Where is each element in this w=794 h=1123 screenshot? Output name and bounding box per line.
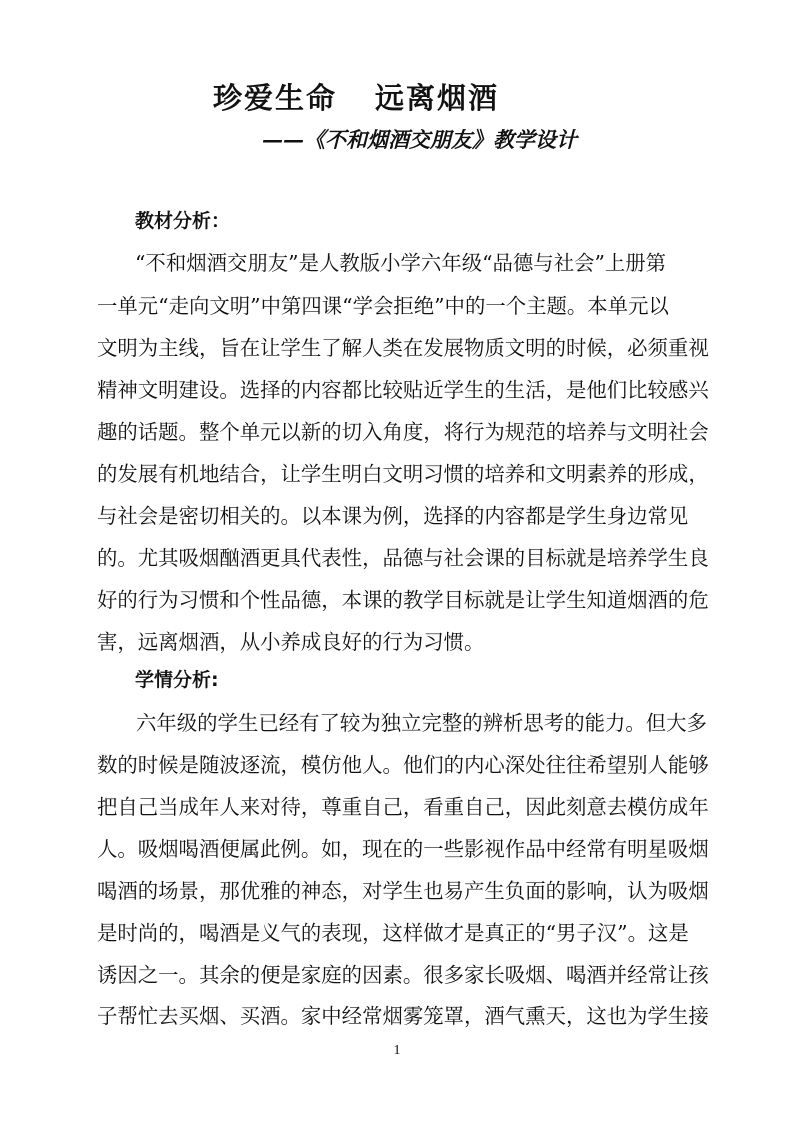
paragraph-line: 喝酒的场景，那优雅的神态，对学生也易产生负面的影响，认为吸烟	[97, 879, 709, 903]
title-part-1: 珍爱生命	[213, 81, 338, 115]
paragraph-line: 是时尚的，喝酒是义气的表现，这样做才是真正的“男子汉”。这是	[97, 921, 689, 945]
paragraph-line: 子帮忙去买烟、买酒。家中经常烟雾笼罩，酒气熏天，这也为学生接	[97, 1004, 709, 1028]
title-part-2: 远离烟酒	[375, 81, 500, 115]
paragraph-line: 的。尤其吸烟酗酒更具代表性，品德与社会课的目标就是培养学生良	[97, 546, 709, 570]
document-title	[213, 76, 499, 117]
paragraph-line: 诱因之一。其余的便是家庭的因素。很多家长吸烟、喝酒并经常让孩	[97, 963, 709, 987]
paragraph-line: 六年级的学生已经有了较为独立完整的辨析思考的能力。但大多	[136, 711, 707, 735]
paragraph-line: 把自己当成年人来对待，尊重自己，看重自己，因此刻意去模仿成年	[97, 795, 709, 819]
paragraph-line: 数的时候是随波逐流，模仿他人。他们的内心深处往往希望别人能够	[97, 753, 709, 777]
page-number: 1	[393, 1043, 401, 1058]
paragraph-line: 一单元“走向文明”中第四课“学会拒绝”中的一个主题。本单元以	[97, 294, 669, 318]
document-subtitle: ——《不和烟酒交朋友》教学设计	[262, 127, 577, 152]
paragraph-line: “不和烟酒交朋友”是人教版小学六年级“品德与社会”上册第	[135, 251, 667, 275]
section-heading-student-analysis: 学情分析:	[135, 669, 219, 691]
paragraph-line: 的发展有机地结合，让学生明白文明习惯的培养和文明素养的形成，	[97, 462, 709, 486]
section-heading-textbook-analysis: 教材分析：	[135, 210, 231, 232]
paragraph-line: 趣的话题。整个单元以新的切入角度，将行为规范的培养与文明社会	[97, 420, 709, 444]
paragraph-line: 精神文明建设。选择的内容都比较贴近学生的生活，是他们比较感兴	[97, 378, 709, 402]
paragraph-line: 与社会是密切相关的。以本课为例，选择的内容都是学生身边常见	[97, 504, 689, 528]
paragraph-line: 文明为主线，旨在让学生了解人类在发展物质文明的时候，必须重视	[97, 336, 709, 360]
paragraph-line: 害，远离烟酒，从小养成良好的行为习惯。	[97, 630, 485, 654]
paragraph-line: 好的行为习惯和个性品德，本课的教学目标就是让学生知道烟酒的危	[97, 588, 709, 612]
paragraph-line: 人。吸烟喝酒便属此例。如，现在的一些影视作品中经常有明星吸烟	[97, 837, 709, 861]
